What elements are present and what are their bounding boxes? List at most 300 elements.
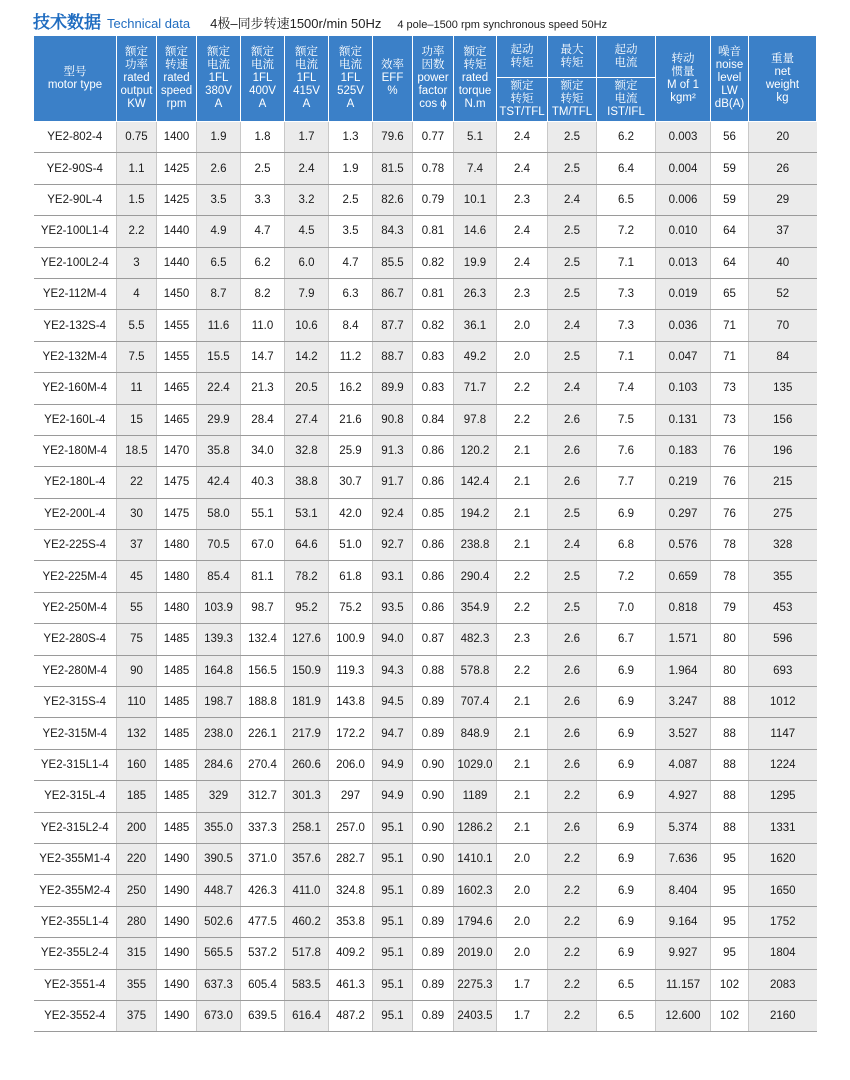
table-cell: 0.82 [413,310,454,341]
table-cell: 14.2 [285,341,329,372]
motor-type-cell: YE2-280M-4 [34,655,117,686]
table-cell: 89.9 [373,373,413,404]
header-current-525v [329,36,373,122]
table-cell: 6.9 [597,843,656,874]
table-cell: 8.4 [329,310,373,341]
header-line: noise [715,59,744,71]
table-cell: 7.4 [454,153,497,184]
table-cell: 110 [117,687,157,718]
header-line: 额定 [463,46,487,58]
table-cell: 693 [749,655,817,686]
table-cell: 0.89 [413,906,454,937]
motor-type-cell: YE2-200L-4 [34,498,117,529]
table-cell: 1794.6 [454,906,497,937]
header-starting-current-ratio [597,78,656,122]
table-cell: 7.9 [285,278,329,309]
header-line: 1FL [252,72,273,84]
table-cell: 0.019 [656,278,711,309]
table-cell: 3.2 [285,184,329,215]
table-cell: 9.927 [656,938,711,969]
header-line: 额定 [510,80,534,92]
header-line: net [774,65,791,78]
table-cell: 1331 [749,812,817,843]
table-cell: 2.5 [241,153,285,184]
table-cell: 6.9 [597,687,656,718]
table-cell: 2.0 [497,938,548,969]
table-cell: 2.1 [497,749,548,780]
header-line: dB(A) [714,98,745,110]
table-cell: 0.77 [413,122,454,153]
header-line: rated [123,72,150,84]
table-cell: 95.1 [373,1000,413,1031]
table-cell: 82.6 [373,184,413,215]
table-cell: 605.4 [241,969,285,1000]
table-cell: 217.9 [285,718,329,749]
table-cell: 1410.1 [454,843,497,874]
header-line: 功率 [421,46,445,58]
table-cell: 2.6 [548,655,597,686]
table-cell: 95.1 [373,906,413,937]
table-cell: 22.4 [197,373,241,404]
table-cell: 6.5 [197,247,241,278]
table-cell: 132 [117,718,157,749]
header-line: N.m [464,98,486,110]
table-cell: 2275.3 [454,969,497,1000]
header-inertia [656,36,711,122]
table-cell: 206.0 [329,749,373,780]
table-cell: 1485 [157,781,197,812]
header-line: cos ϕ [419,98,447,110]
table-cell: 2.5 [548,278,597,309]
table-cell: 156 [749,404,817,435]
motor-type-cell: YE2-315L-4 [34,781,117,812]
table-row [34,969,817,1000]
table-cell: 7.1 [597,341,656,372]
table-cell: 1224 [749,749,817,780]
header-line: A [346,98,355,110]
table-cell: 2.1 [497,498,548,529]
table-cell: 0.75 [117,122,157,153]
table-cell: 143.8 [329,687,373,718]
table-cell: 2160 [749,1000,817,1031]
table-body [34,122,817,1032]
table-row [34,310,817,341]
table-cell: 297 [329,781,373,812]
table-cell: 0.86 [413,530,454,561]
table-cell: 0.82 [413,247,454,278]
table-cell: 1485 [157,687,197,718]
table-cell: 93.1 [373,561,413,592]
table-cell: 537.2 [241,938,285,969]
table-cell: 0.90 [413,812,454,843]
table-cell: 2.0 [497,843,548,874]
table-cell: 2.5 [548,122,597,153]
table-cell: 355 [117,969,157,1000]
table-cell: 58.0 [197,498,241,529]
header-line: rpm [166,98,187,110]
table-cell: 0.659 [656,561,711,592]
motor-type-cell: YE2-315L2-4 [34,812,117,843]
table-cell: 76 [711,498,749,529]
header-line: 起动 [614,43,638,56]
table-cell: 2.6 [548,467,597,498]
table-cell: 312.7 [241,781,285,812]
table-row [34,122,817,153]
motor-type-cell: YE2-355M2-4 [34,875,117,906]
table-cell: 2.5 [548,341,597,372]
table-cell: 34.0 [241,435,285,466]
header-line: 电流 [614,93,638,105]
table-cell: 71 [711,310,749,341]
table-cell: 1465 [157,404,197,435]
table-cell: 578.8 [454,655,497,686]
table-cell: 583.5 [285,969,329,1000]
table-cell: 2.2 [548,1000,597,1031]
table-cell: 95 [711,938,749,969]
table-cell: 461.3 [329,969,373,1000]
table-cell: 64 [711,216,749,247]
header-line: 电流 [251,59,274,71]
table-cell: 12.600 [656,1000,711,1031]
table-cell: 76 [711,435,749,466]
table-row [34,153,817,184]
table-cell: 355.0 [197,812,241,843]
motor-type-cell: YE2-160M-4 [34,373,117,404]
table-cell: 1490 [157,843,197,874]
header-line: 效率 [381,59,404,71]
table-row [34,184,817,215]
table-cell: 250 [117,875,157,906]
table-cell: 0.219 [656,467,711,498]
table-cell: 135 [749,373,817,404]
table-cell: 315 [117,938,157,969]
table-cell: 270.4 [241,749,285,780]
header-current-415v [285,36,329,122]
motor-type-cell: YE2-225S-4 [34,530,117,561]
header-line: 惯量 [671,65,695,78]
table-cell: 460.2 [285,906,329,937]
table-cell: 7.1 [597,247,656,278]
table-cell: 1480 [157,592,197,623]
table-cell: 11.157 [656,969,711,1000]
table-cell: 7.4 [597,373,656,404]
table-cell: 79.6 [373,122,413,153]
table-cell: 0.818 [656,592,711,623]
motor-type-cell: YE2-315L1-4 [34,749,117,780]
header-line: 额定 [125,46,148,58]
table-cell: 215 [749,467,817,498]
table-cell: 426.3 [241,875,285,906]
table-cell: 1.9 [329,153,373,184]
table-cell: 2.4 [497,153,548,184]
table-cell: 4.5 [285,216,329,247]
table-cell: 6.7 [597,624,656,655]
table-cell: 482.3 [454,624,497,655]
table-cell: 185 [117,781,157,812]
table-row [34,843,817,874]
table-cell: 16.2 [329,373,373,404]
header-line: IST/IFL [607,106,645,118]
header-line: 型号 [63,65,87,78]
header-line: % [387,85,398,97]
header-line: 1FL [340,72,361,84]
table-cell: 6.9 [597,498,656,529]
table-row [34,216,817,247]
table-cell: 1490 [157,938,197,969]
table-cell: 1480 [157,530,197,561]
table-cell: 79 [711,592,749,623]
header-line: 转矩 [560,56,584,69]
table-cell: 1485 [157,812,197,843]
table-cell: 2.4 [548,530,597,561]
table-cell: 7.636 [656,843,711,874]
header-line: TST/TFL [499,106,545,118]
table-cell: 1440 [157,216,197,247]
table-cell: 1455 [157,310,197,341]
table-cell: 2.5 [548,216,597,247]
table-cell: 80 [711,655,749,686]
table-cell: 0.86 [413,561,454,592]
table-cell: 38.8 [285,467,329,498]
table-cell: 91.7 [373,467,413,498]
header-line: 额定 [251,46,274,58]
table-cell: 6.9 [597,749,656,780]
table-cell: 90.8 [373,404,413,435]
table-cell: 14.6 [454,216,497,247]
title-en: Technical data [107,16,191,31]
motor-type-cell: YE2-802-4 [34,122,117,153]
table-cell: 0.89 [413,687,454,718]
table-cell: 0.006 [656,184,711,215]
motor-type-cell: YE2-90S-4 [34,153,117,184]
table-cell: 100.9 [329,624,373,655]
table-cell: 22 [117,467,157,498]
table-cell: 21.3 [241,373,285,404]
table-cell: 1490 [157,875,197,906]
table-cell: 0.90 [413,843,454,874]
header-line: rated [163,72,190,84]
header-line: KW [127,98,146,110]
table-cell: 160 [117,749,157,780]
table-cell: 172.2 [329,718,373,749]
table-cell: 2.4 [497,216,548,247]
table-cell: 220 [117,843,157,874]
title-zh: 技术数据 [33,13,101,32]
table-cell: 371.0 [241,843,285,874]
table-cell: 258.1 [285,812,329,843]
table-row [34,687,817,718]
table-cell: 353.8 [329,906,373,937]
header-line: 转速 [165,59,188,71]
table-cell: 55.1 [241,498,285,529]
table-cell: 1.9 [197,122,241,153]
header-line: M of 1 [667,78,699,91]
header-line: A [302,98,311,110]
table-cell: 73 [711,404,749,435]
table-cell: 11.2 [329,341,373,372]
table-cell: 95 [711,843,749,874]
table-cell: 1485 [157,624,197,655]
table-cell: 2.2 [497,592,548,623]
header-line: 额定 [339,46,362,58]
header-line: power [417,72,449,84]
header-line: EFF [381,72,404,84]
table-cell: 2.0 [497,875,548,906]
motor-type-cell: YE2-180L-4 [34,467,117,498]
table-cell: 2019.0 [454,938,497,969]
motor-type-cell: YE2-280S-4 [34,624,117,655]
table-row [34,341,817,372]
header-line: torque [458,85,492,97]
table-cell: 4.7 [329,247,373,278]
technical-data-table [33,35,817,1032]
table-cell: 55 [117,592,157,623]
table-cell: 260.6 [285,749,329,780]
table-cell: 0.86 [413,467,454,498]
table-cell: 596 [749,624,817,655]
table-cell: 409.2 [329,938,373,969]
table-cell: 5.1 [454,122,497,153]
table-cell: 2.6 [548,687,597,718]
table-cell: 35.8 [197,435,241,466]
table-cell: 1147 [749,718,817,749]
table-cell: 103.9 [197,592,241,623]
table-cell: 7.0 [597,592,656,623]
table-cell: 6.0 [285,247,329,278]
table-cell: 6.2 [241,247,285,278]
table-cell: 95 [711,906,749,937]
table-cell: 7.5 [117,341,157,372]
table-cell: 53.1 [285,498,329,529]
table-cell: 2.1 [497,467,548,498]
table-cell: 73 [711,373,749,404]
table-cell: 64.6 [285,530,329,561]
table-cell: 25.9 [329,435,373,466]
header-noise [711,36,749,122]
table-cell: 6.9 [597,718,656,749]
table-row [34,467,817,498]
table-cell: 18.5 [117,435,157,466]
table-cell: 196 [749,435,817,466]
table-cell: 0.83 [413,373,454,404]
header-starting-torque [497,36,548,78]
table-cell: 2.2 [117,216,157,247]
table-cell: 142.4 [454,467,497,498]
table-cell: 8.7 [197,278,241,309]
table-cell: 673.0 [197,1000,241,1031]
table-cell: 194.2 [454,498,497,529]
table-cell: 71.7 [454,373,497,404]
table-cell: 78 [711,530,749,561]
table-row [34,530,817,561]
table-cell: 707.4 [454,687,497,718]
table-cell: 51.0 [329,530,373,561]
table-cell: 0.89 [413,875,454,906]
table-cell: 36.1 [454,310,497,341]
table-cell: 49.2 [454,341,497,372]
table-cell: 11.6 [197,310,241,341]
table-row [34,875,817,906]
table-cell: 3.5 [329,216,373,247]
header-line: motor type [47,78,103,91]
table-cell: 59 [711,184,749,215]
table-cell: 1470 [157,435,197,466]
table-cell: 37 [749,216,817,247]
table-row [34,247,817,278]
table-cell: 2.6 [548,435,597,466]
table-cell: 2.2 [548,843,597,874]
table-cell: 0.89 [413,969,454,1000]
table-cell: 94.3 [373,655,413,686]
header-line: 噪音 [718,46,741,58]
table-cell: 2.2 [497,561,548,592]
table-cell: 6.9 [597,655,656,686]
table-cell: 0.86 [413,435,454,466]
table-cell: 67.0 [241,530,285,561]
header-line: 额定 [614,80,638,92]
table-cell: 90 [117,655,157,686]
table-cell: 2.0 [497,906,548,937]
table-cell: 238.0 [197,718,241,749]
motor-type-cell: YE2-315S-4 [34,687,117,718]
table-cell: 282.7 [329,843,373,874]
table-row [34,404,817,435]
table-cell: 0.004 [656,153,711,184]
header-line: 额定 [165,46,188,58]
table-cell: 0.131 [656,404,711,435]
header-line: 因数 [421,59,445,71]
table-cell: 2.1 [497,435,548,466]
header-line: LW [721,85,738,97]
motor-type-cell: YE2-355L2-4 [34,938,117,969]
table-cell: 2.4 [548,373,597,404]
table-cell: 64 [711,247,749,278]
table-cell: 2.5 [548,153,597,184]
table-cell: 8.2 [241,278,285,309]
table-cell: 6.8 [597,530,656,561]
table-cell: 0.89 [413,1000,454,1031]
table-cell: 2.6 [548,812,597,843]
table-cell: 42.4 [197,467,241,498]
table-cell: 94.9 [373,749,413,780]
header-line: 电流 [339,59,362,71]
table-cell: 4.087 [656,749,711,780]
header-line: 转矩 [510,93,534,105]
table-cell: 52 [749,278,817,309]
table-cell: 1029.0 [454,749,497,780]
table-cell: 59 [711,153,749,184]
table-cell: 81.5 [373,153,413,184]
table-cell: 10.1 [454,184,497,215]
table-cell: 78 [711,561,749,592]
table-cell: 88 [711,781,749,812]
table-cell: 30 [117,498,157,529]
header-line: 重量 [771,52,794,65]
page-title [33,8,607,30]
table-cell: 2083 [749,969,817,1000]
table-cell: 97.8 [454,404,497,435]
table-cell: 26 [749,153,817,184]
table-cell: 119.3 [329,655,373,686]
table-cell: 0.87 [413,624,454,655]
table-cell: 15 [117,404,157,435]
table-cell: 3.527 [656,718,711,749]
table-cell: 2.3 [497,184,548,215]
header-line: 最大 [560,43,584,56]
header-line: speed [160,85,193,97]
table-cell: 238.8 [454,530,497,561]
table-cell: 37 [117,530,157,561]
